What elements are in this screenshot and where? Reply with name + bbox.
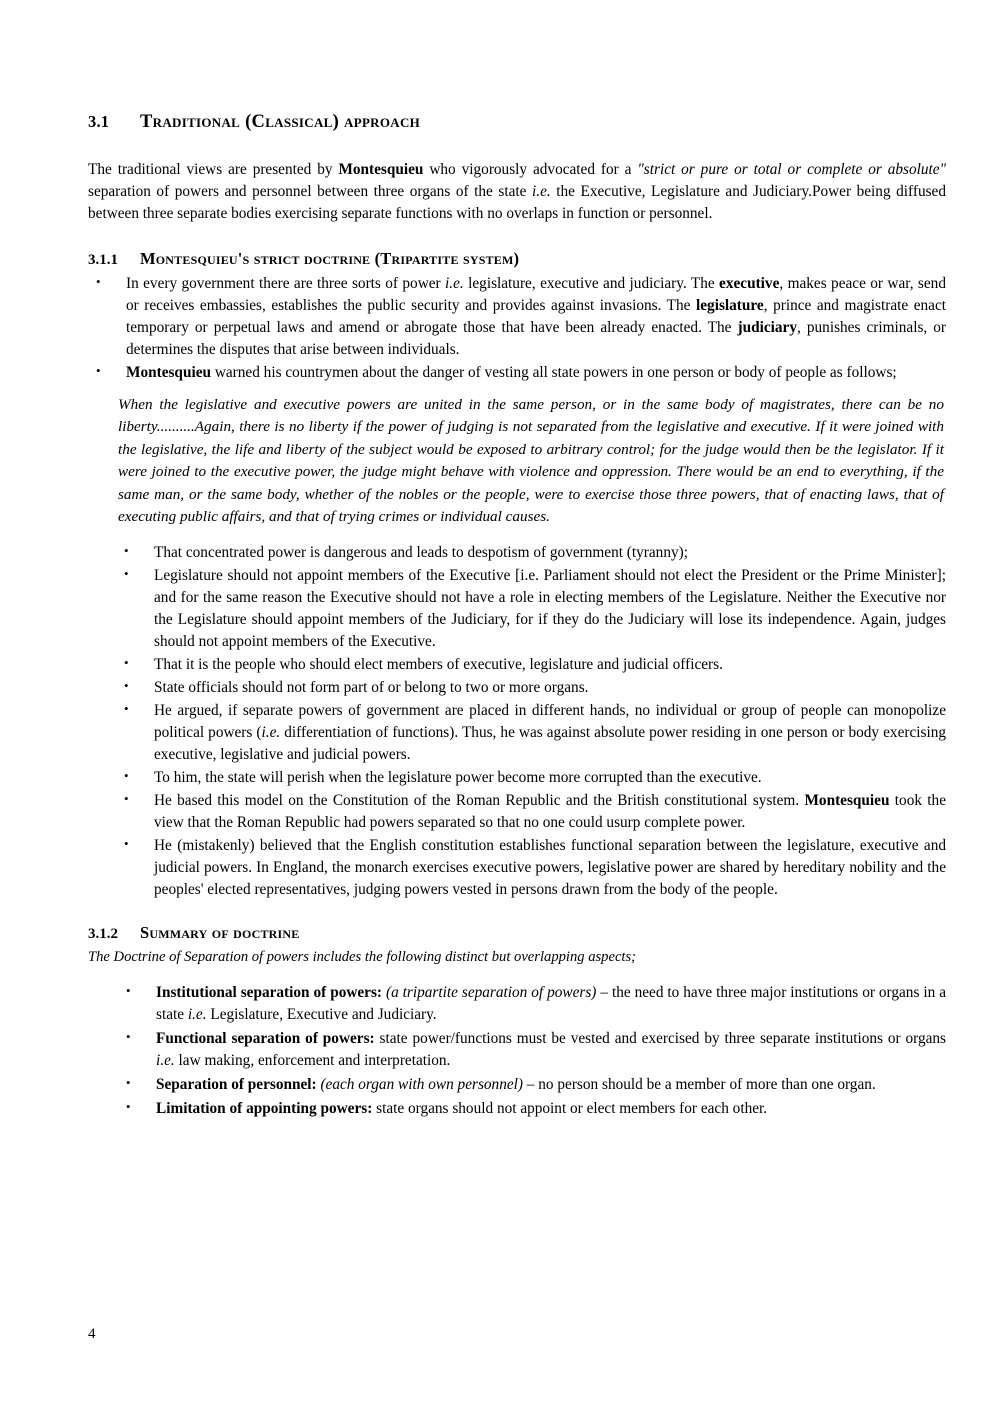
list-item [120,1028,946,1072]
summary-italic-ie: i.e. [156,1051,175,1069]
doctrine-bullet-list [88,273,946,384]
bullet-bold-judiciary: judiciary [737,319,798,337]
bullet-bold-montesquieu: Montesquieu [126,364,211,382]
doctrine-sub-bullet-list [88,542,946,901]
subsection-title: Montesquieu's strict doctrine (Tripartite system) [140,249,520,269]
section-heading-3-1 [88,112,946,133]
bullet-icon: • [124,836,129,852]
summary-italic-ie: i.e. [187,1005,207,1023]
summary-label: Institutional separation of powers: [156,983,383,1001]
list-item [118,654,946,676]
list-item [118,835,946,901]
intro-italic-quote: "strict or pure or total or complete or absolute" [637,161,946,178]
intro-bold-montesquieu: Montesquieu [338,161,424,178]
sub-bullet-text: State officials should not form part of or belong to two or more organs. [154,679,589,697]
list-item [118,677,946,699]
page-content [88,112,946,1122]
bullet-icon: • [124,791,129,807]
list-item [118,565,946,653]
sub-bullet-text-2: differentiation of functions). Thus, he was against absolute power residing in one person or body exercising executive, legislative and judicial powers. [154,724,946,764]
block-quote: When the legislative and executive powers are united in the same person, or in the same body of magistrates, there can be no liberty..........Again, there is no liberty if the power of judging is not separated from the legislative and executive. If it were joined with the legislative, the life and liberty of the subject would be exposed to arbitrary control; for the judge would then be the legislator. If it were joined to the executive power, the judge might behave with violence and oppression. There would be an end to everything, if the same man, or the same body, whether of the nobles or the people, were to exercise those three powers, that of enacting laws, that of executing public affairs, and that of trying crimes or individual causes. [118,396,944,525]
bullet-icon: • [124,701,129,717]
summary-rest: – the need to have three major institutions or organs in a state [156,983,946,1023]
subsection-number: 3.1.2 [88,926,118,943]
bullet-icon: • [124,566,129,582]
sub-bullet-text: That concentrated power is dangerous and leads to despotism of government (tyranny); [154,544,688,562]
list-item [88,273,946,361]
intro-italic-ie: i.e. [532,183,551,201]
summary-label: Separation of personnel: [156,1075,317,1093]
bullet-text-1: warned his countrymen about the danger of vesting all state powers in one person or body of people as follows; [211,364,897,382]
sub-bullet-text: He (mistakenly) believed that the English constitution establishes functional separation between the legislature, executive and judicial powers. In England, the monarch exercises executive powers, legislative power are shared by hereditary nobility and the peoples' elected representatives, judging powers vested in persons drawn from the body of the people. [154,837,946,899]
summary-bullet-list [88,982,946,1120]
subsection-title: Summary of doctrine [140,923,300,943]
spacer [88,903,946,923]
summary-label: Functional separation of powers: [156,1029,375,1047]
list-item [120,1074,946,1096]
bullet-icon: • [126,982,131,998]
list-item [120,982,946,1026]
summary-italic: (a tripartite separation of powers) [385,983,597,1001]
intro-text-1: The traditional views are presented by [88,161,339,178]
sub-bullet-bold-montesquieu: Montesquieu [804,792,890,810]
summary-label: Limitation of appointing powers: [156,1099,373,1117]
intro-text-2: who vigorously advocated for a [423,161,638,178]
summary-rest: state power/functions must be vested and exercised by three separate institutions or organs [374,1029,946,1047]
subsection-number: 3.1.1 [88,252,118,269]
bullet-icon: • [96,274,101,290]
bullet-icon: • [126,1098,131,1114]
list-item [118,767,946,789]
summary-italic: (each organ with own personnel) [320,1075,523,1093]
bullet-icon: • [96,363,101,379]
page-number: 4 [88,1326,96,1342]
bullet-text-5: , punishes criminals, or determines the disputes that arise between individuals. [126,319,947,359]
bullet-icon: • [126,1028,131,1044]
sub-bullet-text: That it is the people who should elect members of executive, legislature and judicial officers. [154,656,723,674]
sub-bullet-text: Legislature should not appoint members of the Executive [i.e. Parliament should not elect the President or the Prime Minister]; and for the same reason the Executive should not have a role in electing members of the Legislature. Neither the Executive nor the Legislature should appoint members of the Judiciary, for if they do the Judiciary will lose its independence. Again, judges should not appoint members of the Executive. [154,567,946,651]
summary-rest-2: Legislature, Executive and Judiciary. [206,1005,437,1023]
list-item [118,700,946,766]
summary-lead-line: The Doctrine of Separation of powers includes the following distinct but overlapping aspects; [88,949,637,966]
sub-bullet-text-2: took the view that the Roman Republic had powers separated so that no one could usurp complete power. [154,792,946,832]
sub-bullet-italic-ie: i.e. [261,724,281,742]
intro-paragraph [88,159,946,225]
bullet-text-2: legislature, executive and judiciary. The [463,275,720,293]
list-item [118,542,946,564]
bullet-italic-ie: i.e. [445,275,464,293]
sub-bullet-text-1: He based this model on the Constitution of the Roman Republic and the British constitutional system. [154,792,805,810]
list-item [88,362,946,384]
subsection-heading-3-1-2 [88,923,946,943]
bullet-icon: • [126,1074,131,1090]
bullet-text-3: , makes peace or war, send or receives embassies, establishes the public security and provides against invasions. The [126,275,946,315]
sub-bullet-text-1: He argued, if separate powers of government are placed in different hands, no individual or group of people can monopolize political powers ( [154,702,946,742]
sub-bullet-text: To him, the state will perish when the legislature power become more corrupted than the executive. [154,769,762,787]
bullet-text-1: In every government there are three sorts of power [126,275,446,293]
section-number: 3.1 [88,112,110,131]
section-title: Traditional (Classical) approach [140,112,421,132]
summary-rest: state organs should not appoint or elect members for each other. [372,1099,768,1117]
spacer [88,237,946,249]
summary-rest: – no person should be a member of more than one organ. [522,1075,876,1093]
list-item [120,1098,946,1120]
summary-rest-2: law making, enforcement and interpretation. [174,1051,451,1069]
bullet-text-4: , prince and magistrate enact temporary or perpetual laws and amend or abrogate those that have been already enacted. The [126,297,946,337]
bullet-icon: • [124,543,129,559]
bullet-bold-legislature: legislature [696,297,764,315]
bullet-icon: • [124,768,129,784]
bullet-bold-executive: executive [719,275,780,293]
bullet-icon: • [124,678,129,694]
list-item [118,790,946,834]
bullet-icon: • [124,655,129,671]
intro-text-3: separation of powers and personnel between three organs of the state [88,183,532,201]
subsection-heading-3-1-1 [88,249,946,269]
intro-text-4: the Executive, Legislature and Judiciary.Power being diffused between three separate bodies exercising separate functions with no overlaps in function or personnel. [88,183,946,223]
